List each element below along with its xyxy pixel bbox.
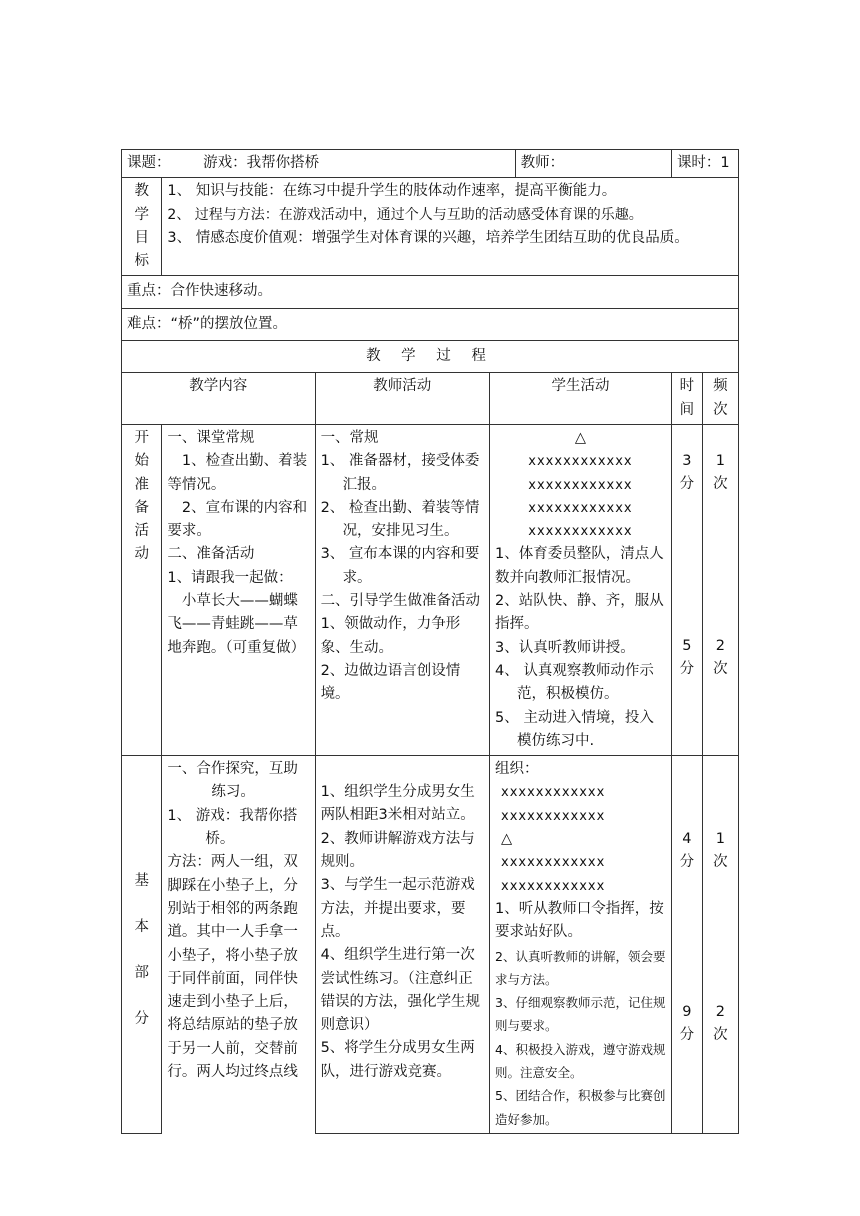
col-student-header: 学生活动 <box>490 373 672 425</box>
objectives-list <box>162 178 739 276</box>
col-freq-header: 频 次 <box>702 373 738 425</box>
formation-row: xxxxxxxxxxxx <box>528 524 633 540</box>
formation-teacher-mark: △ <box>501 831 513 848</box>
teacher-cell <box>515 150 671 178</box>
topic-label: 课题： <box>127 155 171 171</box>
lesson-plan <box>121 149 739 1134</box>
key-point-row <box>122 276 739 308</box>
main-teacher: 1、组织学生分成男女生两队相距3米相对站立。 2、教师讲解游戏方法与规则。 3、与学生一起示范游戏方法，并提出要求，要点。 4、组织学生进行第一次尝试性练习。（注意纠正错误的方法，强化学生规则意识） 5、将学生分成男女生两队，进行游戏竞赛。 <box>315 756 489 1134</box>
objectives-row <box>122 178 739 276</box>
main-student: 组织： xxxxxxxxxxxx xxxxxxxxxxxx △ xxxxxxxxxxxx xxxxxxxxxxxx 1、听从教师口令指挥，按要求站好队。 2、认真听教师的讲解，领会要求与方法。 3、仔细观察教师示范，记住规则与要求。 4、积极投入游戏，遵守游戏规则。注意安全。 5、团结合作，积极参与比赛创造好参加。 <box>490 756 672 1134</box>
formation-teacher-mark: △ <box>574 429 587 446</box>
main-time: 4 分 9 分 <box>671 756 702 1134</box>
process-title: 教 学 过 程 <box>122 341 739 373</box>
period-label: 课时：1 <box>676 155 730 171</box>
warmup-teacher: 一、常规 1、 准备器材，接受体委汇报。 2、 检查出勤、着装等情况，安排见习生。 3、 宣布本课的内容和要求。 二、引导学生做准备活动 1、领做动作，力争形象、生动。 2、边做边语言创设情境。 <box>315 424 489 755</box>
col-teacher-header: 教师活动 <box>315 373 489 425</box>
formation-row: xxxxxxxxxxxx <box>528 500 633 516</box>
objective-item: 1、 知识与技能：在练习中提升学生的肢体动作速率，提高平衡能力。 <box>167 183 617 200</box>
section-main-label: 基 本 部 分 <box>122 756 162 1134</box>
section-warmup-label: 开 始 准 备 活 动 <box>122 424 162 755</box>
objective-item: 3、 情感态度价值观：增强学生对体育课的兴趣，培养学生团结互助的优良品质。 <box>167 229 689 246</box>
topic-value: 游戏：我帮你搭桥 <box>203 155 320 171</box>
teacher-label: 教师： <box>520 155 565 171</box>
warmup-student: △ xxxxxxxxxxxx xxxxxxxxxxxx xxxxxxxxxxxx xxxxxxxxxxxx 1、体育委员整队，清点人数并向教师汇报情况。 2、站队快、静、齐，服从指挥。 3、认真听教师讲授。 4、 认真观察教师动作示范，积极模仿。 5、 主动进入情境，投入模仿练习中. <box>490 424 672 755</box>
formation-row: xxxxxxxxxxxx <box>501 785 606 801</box>
col-content-header: 教学内容 <box>122 373 316 425</box>
objectives-side-label: 教 学 目 标 <box>122 178 162 276</box>
difficulty: 难点：“桥”的摆放位置。 <box>122 308 739 340</box>
main-frequency: 1 次 2 次 <box>702 756 738 1134</box>
col-time-header: 时 间 <box>671 373 702 425</box>
warmup-content: 一、课堂常规 1、检查出勤、着装等情况。 2、宣布课的内容和要求。 二、准备活动 1、请跟我一起做： 小草长大——蝴蝶飞——青蛙跳——草地奔跑。（可重复做） <box>162 424 315 755</box>
formation-row: xxxxxxxxxxxx <box>501 855 606 871</box>
main-content: 一、合作探究，互助练习。 1、 游戏：我帮你搭桥。 方法：两人一组，双脚踩在小垫子上，分别站于相邻的两条跑道。其中一人手拿一小垫子，将小垫子放于同伴前面，同伴快速走到小垫子上后，将总结原站的垫子放于另一人前，交替前行。两人均过终点线 <box>162 756 315 1134</box>
formation-row: xxxxxxxxxxxx <box>501 878 606 894</box>
warmup-frequency: 1 次 2 次 <box>702 424 738 755</box>
period-cell <box>671 150 738 178</box>
section-warmup-row <box>122 424 739 755</box>
topic-cell <box>122 150 516 178</box>
formation-row: xxxxxxxxxxxx <box>528 477 633 493</box>
organization-label: 组织： <box>495 761 539 778</box>
formation-row: xxxxxxxxxxxx <box>501 808 606 824</box>
warmup-time: 3 分 5 分 <box>671 424 702 755</box>
section-main-row <box>122 756 739 1134</box>
header-row <box>122 150 739 178</box>
formation-row: xxxxxxxxxxxx <box>528 454 633 470</box>
column-header-row <box>122 373 739 425</box>
process-title-row <box>122 341 739 373</box>
lesson-plan-table <box>121 149 739 1134</box>
key-point: 重点：合作快速移动。 <box>122 276 739 308</box>
difficulty-row <box>122 308 739 340</box>
objective-item: 2、 过程与方法：在游戏活动中，通过个人与互助的活动感受体育课的乐趣。 <box>167 206 643 223</box>
